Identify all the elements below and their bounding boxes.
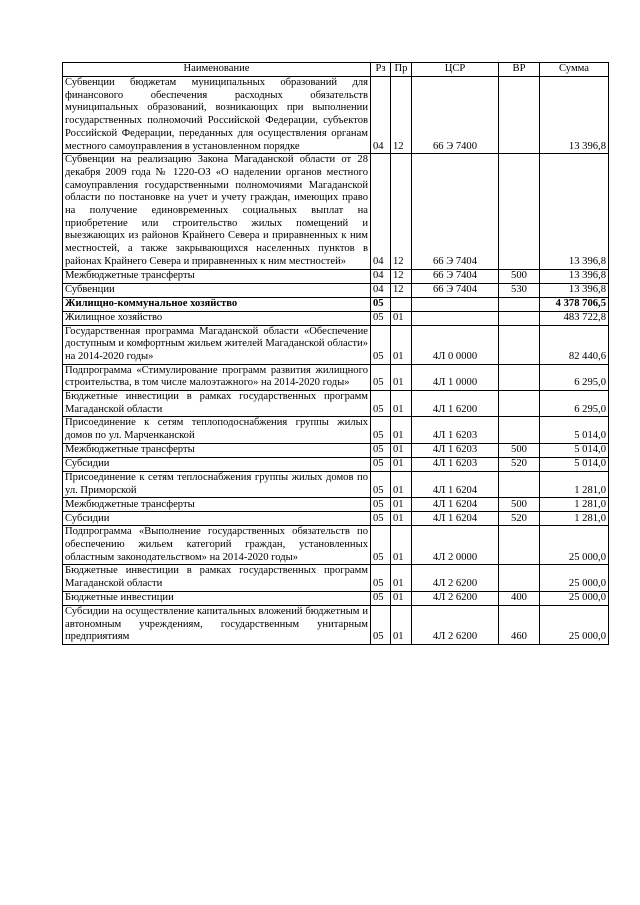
table-row [63, 591, 609, 605]
cell-pr: 01 [391, 526, 412, 565]
table-row [63, 443, 609, 457]
cell-sum: 6 295,0 [540, 364, 609, 390]
cell-sum: 1 281,0 [540, 512, 609, 526]
cell-rz: 05 [371, 297, 391, 311]
cell-name: Межбюджетные трансферты [63, 498, 371, 512]
cell-vr: 520 [499, 512, 540, 526]
table-row [63, 77, 609, 154]
cell-name: Субсидии [63, 457, 371, 471]
cell-csr: 4Л 2 6200 [412, 565, 499, 591]
table-row [63, 391, 609, 417]
cell-name: Бюджетные инвестиции [63, 591, 371, 605]
cell-pr: 01 [391, 443, 412, 457]
table-header-row [63, 63, 609, 77]
cell-pr: 01 [391, 325, 412, 364]
cell-pr: 12 [391, 269, 412, 283]
table-row [63, 605, 609, 644]
cell-vr: 460 [499, 605, 540, 644]
cell-vr: 400 [499, 591, 540, 605]
cell-sum: 6 295,0 [540, 391, 609, 417]
header-vr: ВР [499, 63, 540, 77]
cell-pr: 01 [391, 512, 412, 526]
cell-name: Жилищное хозяйство [63, 311, 371, 325]
cell-csr: 66 Э 7404 [412, 283, 499, 297]
header-csr: ЦСР [412, 63, 499, 77]
cell-rz: 04 [371, 283, 391, 297]
cell-sum: 1 281,0 [540, 471, 609, 497]
cell-name: Бюджетные инвестиции в рамках государственных программ Магаданской области [63, 391, 371, 417]
cell-csr: 66 Э 7404 [412, 154, 499, 269]
table-row [63, 417, 609, 443]
cell-name: Субвенции бюджетам муниципальных образований для финансового обеспечения расходных обязательств муниципальных образований, возникающих при выполнении государственных полномочий Российской Федерации, субъектов Российской Федерации, переданных для осуществления органам местного самоуправления в установленном порядке [63, 77, 371, 154]
table-row [63, 364, 609, 390]
cell-csr: 4Л 1 6204 [412, 512, 499, 526]
cell-vr [499, 325, 540, 364]
cell-pr: 01 [391, 591, 412, 605]
cell-rz: 05 [371, 471, 391, 497]
cell-pr: 01 [391, 364, 412, 390]
cell-csr: 4Л 1 6204 [412, 471, 499, 497]
cell-vr [499, 77, 540, 154]
cell-name: Государственная программа Магаданской области «Обеспечение доступным и комфортным жильем жителей Магаданской области» на 2014-2020 годы» [63, 325, 371, 364]
cell-sum: 13 396,8 [540, 77, 609, 154]
table-row [63, 498, 609, 512]
table-row [63, 325, 609, 364]
cell-sum: 25 000,0 [540, 565, 609, 591]
cell-pr: 01 [391, 605, 412, 644]
cell-csr: 4Л 1 6204 [412, 498, 499, 512]
cell-csr: 4Л 0 0000 [412, 325, 499, 364]
cell-name: Присоединение к сетям теплоснабжения группы жилых домов по ул. Приморской [63, 471, 371, 497]
table-row [63, 526, 609, 565]
cell-vr: 530 [499, 283, 540, 297]
cell-sum: 483 722,8 [540, 311, 609, 325]
cell-csr [412, 311, 499, 325]
cell-vr [499, 364, 540, 390]
cell-vr: 500 [499, 443, 540, 457]
cell-vr [499, 417, 540, 443]
cell-name: Субсидии [63, 512, 371, 526]
cell-pr: 01 [391, 457, 412, 471]
table-row [63, 269, 609, 283]
cell-name: Межбюджетные трансферты [63, 269, 371, 283]
cell-rz: 05 [371, 325, 391, 364]
cell-rz: 04 [371, 154, 391, 269]
cell-csr: 4Л 1 6200 [412, 391, 499, 417]
cell-pr: 01 [391, 417, 412, 443]
cell-pr: 12 [391, 283, 412, 297]
cell-name: Жилищно-коммунальное хозяйство [63, 297, 371, 311]
cell-name: Субсидии на осуществление капитальных вложений бюджетным и автономным учреждениям, государственным унитарным предприятиям [63, 605, 371, 644]
cell-name: Подпрограмма «Стимулирование программ развития жилищного строительства, в том числе малоэтажного» на 2014-2020 годы» [63, 364, 371, 390]
cell-vr: 500 [499, 498, 540, 512]
cell-pr: 01 [391, 498, 412, 512]
cell-pr [391, 297, 412, 311]
budget-table [62, 62, 609, 645]
header-name: Наименование [63, 63, 371, 77]
cell-sum: 13 396,8 [540, 269, 609, 283]
cell-csr: 4Л 2 0000 [412, 526, 499, 565]
cell-name: Подпрограмма «Выполнение государственных обязательств по обеспечению жильем категорий граждан, установленных областным законодательством» на 2014-2020 годы» [63, 526, 371, 565]
table-row [63, 471, 609, 497]
header-sum: Сумма [540, 63, 609, 77]
cell-sum: 13 396,8 [540, 283, 609, 297]
cell-sum: 5 014,0 [540, 457, 609, 471]
cell-sum: 82 440,6 [540, 325, 609, 364]
cell-rz: 05 [371, 605, 391, 644]
table-row [63, 512, 609, 526]
table-row [63, 297, 609, 311]
cell-sum: 25 000,0 [540, 591, 609, 605]
cell-vr [499, 311, 540, 325]
cell-name: Межбюджетные трансферты [63, 443, 371, 457]
cell-csr [412, 297, 499, 311]
cell-pr: 12 [391, 77, 412, 154]
cell-rz: 05 [371, 457, 391, 471]
cell-csr: 4Л 2 6200 [412, 605, 499, 644]
cell-rz: 04 [371, 77, 391, 154]
header-pr: Пр [391, 63, 412, 77]
cell-rz: 05 [371, 417, 391, 443]
table-row [63, 154, 609, 269]
cell-sum: 4 378 706,5 [540, 297, 609, 311]
cell-rz: 05 [371, 364, 391, 390]
cell-vr [499, 565, 540, 591]
cell-pr: 01 [391, 471, 412, 497]
cell-pr: 12 [391, 154, 412, 269]
cell-vr [499, 471, 540, 497]
cell-rz: 05 [371, 443, 391, 457]
cell-csr: 66 Э 7400 [412, 77, 499, 154]
cell-rz: 05 [371, 526, 391, 565]
header-rz: Рз [371, 63, 391, 77]
cell-sum: 5 014,0 [540, 417, 609, 443]
table-row [63, 565, 609, 591]
cell-vr: 500 [499, 269, 540, 283]
cell-vr [499, 297, 540, 311]
cell-sum: 25 000,0 [540, 526, 609, 565]
cell-pr: 01 [391, 565, 412, 591]
cell-vr [499, 154, 540, 269]
cell-vr: 520 [499, 457, 540, 471]
cell-rz: 04 [371, 269, 391, 283]
table-row [63, 311, 609, 325]
cell-sum: 1 281,0 [540, 498, 609, 512]
cell-name: Бюджетные инвестиции в рамках государственных программ Магаданской области [63, 565, 371, 591]
cell-rz: 05 [371, 391, 391, 417]
table-row [63, 457, 609, 471]
cell-pr: 01 [391, 391, 412, 417]
cell-csr: 4Л 1 0000 [412, 364, 499, 390]
cell-rz: 05 [371, 498, 391, 512]
cell-sum: 5 014,0 [540, 443, 609, 457]
cell-rz: 05 [371, 311, 391, 325]
cell-rz: 05 [371, 591, 391, 605]
cell-name: Присоединение к сетям теплоподоснабжения группы жилых домов по ул. Марченканской [63, 417, 371, 443]
cell-pr: 01 [391, 311, 412, 325]
cell-rz: 05 [371, 565, 391, 591]
cell-vr [499, 391, 540, 417]
cell-csr: 4Л 1 6203 [412, 443, 499, 457]
cell-rz: 05 [371, 512, 391, 526]
cell-name: Субвенции на реализацию Закона Магаданской области от 28 декабря 2009 года № 1220-ОЗ «О наделении органов местного самоуправления государственными полномочиями Магаданской области по постановке на учет и учету граждан, имеющих право на получение единовременных социальных выплат на приобретение или строительство жилых помещений и выезжающих из районов Крайнего Севера и приравненных к ним местностей, а также закрывающихся населенных пунктов в районах Крайнего Севера и приравненных к ним местностей» [63, 154, 371, 269]
table-row [63, 283, 609, 297]
cell-vr [499, 526, 540, 565]
cell-name: Субвенции [63, 283, 371, 297]
cell-sum: 25 000,0 [540, 605, 609, 644]
cell-csr: 4Л 1 6203 [412, 417, 499, 443]
cell-sum: 13 396,8 [540, 154, 609, 269]
cell-csr: 4Л 1 6203 [412, 457, 499, 471]
cell-csr: 66 Э 7404 [412, 269, 499, 283]
cell-csr: 4Л 2 6200 [412, 591, 499, 605]
